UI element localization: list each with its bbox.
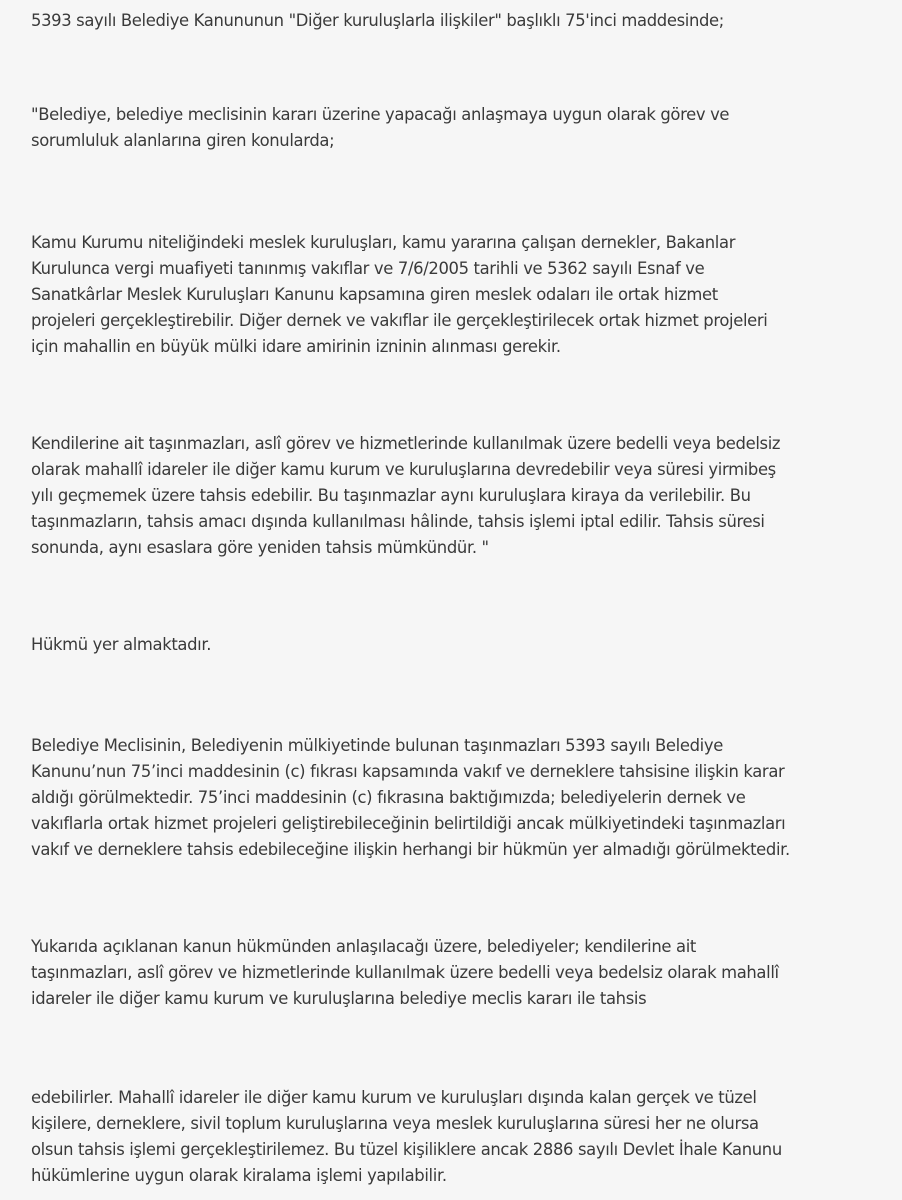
paragraph-council-decision (31, 733, 891, 863)
text-line: idareler ile diğer kamu kurum ve kuruluşlarına belediye meclis kararı ile tahsis (31, 989, 647, 1008)
text-line: aldığı görülmektedir. 75’inci maddesinin (c) fıkrasına baktığımızda; belediyelerin dernek ve (31, 788, 746, 807)
text-line: yılı geçmemek üzere tahsis edebilir. Bu taşınmazlar aynı kuruluşlara kiraya da verilebilir. Bu (31, 486, 751, 505)
text-line: olarak mahallî idareler ile diğer kamu kurum ve kuruluşlarına devredebilir veya süresi yirmibeş (31, 460, 776, 479)
text-line: Hükmü yer almaktadır. (31, 635, 212, 654)
text-line: Kanunu’nun 75’inci maddesinin (c) fıkrası kapsamında vakıf ve derneklere tahsisine ilişkin karar (31, 762, 785, 781)
text-line: hükümlerine uygun olarak kiralama işlemi yapılabilir. (31, 1166, 447, 1185)
text-line: Belediye Meclisinin, Belediyenin mülkiyetinde bulunan taşınmazları 5393 sayılı Belediye (31, 736, 723, 755)
paragraph-conclusion (31, 1085, 891, 1189)
text-line: edebilirler. Mahallî idareler ile diğer kamu kurum ve kuruluşları dışında kalan gerçek ve tüzel (31, 1088, 757, 1107)
paragraph-professional-organizations (31, 230, 891, 360)
text-line: projeleri gerçekleştirebilir. Diğer dernek ve vakıflar ile gerçekleştirilecek ortak hizmet projeleri (31, 311, 768, 330)
text-line: 5393 sayılı Belediye Kanununun "Diğer kuruluşlarla ilişkiler" başlıklı 75'inci maddesinde; (31, 11, 724, 30)
text-line: Kamu Kurumu niteliğindeki meslek kuruluşları, kamu yararına çalışan dernekler, Bakanlar (31, 233, 736, 252)
text-line: vakıf ve derneklere tahsis edebileceğine ilişkin herhangi bir hükmün yer almadığı görülmektedir. (31, 840, 790, 859)
paragraph-legal-interpretation (31, 934, 891, 1012)
text-line: Yukarıda açıklanan kanun hükmünden anlaşılacağı üzere, belediyeler; kendilerine ait (31, 937, 696, 956)
text-line: kişilere, derneklere, sivil toplum kuruluşlarına veya meslek kuruluşlarına süresi her ne olursa (31, 1114, 759, 1133)
paragraph-property-allocation (31, 431, 891, 561)
text-line: Kurulunca vergi muafiyeti tanınmış vakıflar ve 7/6/2005 tarihli ve 5362 sayılı Esnaf ve (31, 259, 705, 278)
paragraph-article-intro (31, 8, 891, 34)
paragraph-provision-statement (31, 632, 891, 658)
text-line: olsun tahsis işlemi gerçekleştirilemez. Bu tüzel kişiliklere ancak 2886 sayılı Devlet İhale Kanunu (31, 1140, 782, 1159)
text-line: Sanatkârlar Meslek Kuruluşları Kanunu kapsamına giren meslek odaları ile ortak hizmet (31, 285, 718, 304)
text-line: vakıflarla ortak hizmet projeleri geliştirebileceğinin belirtildiği ancak mülkiyetindeki taşınmazları (31, 814, 786, 833)
paragraph-quote-opening (31, 102, 891, 154)
text-line: için mahallin en büyük mülki idare amirinin izninin alınması gerekir. (31, 337, 561, 356)
text-line: sonunda, aynı esaslara göre yeniden tahsis mümkündür. " (31, 538, 489, 557)
text-line: taşınmazları, aslî görev ve hizmetlerinde kullanılmak üzere bedelli veya bedelsiz olarak mahallî (31, 963, 779, 982)
text-line: sorumluluk alanlarına giren konularda; (31, 131, 335, 150)
text-line: Kendilerine ait taşınmazları, aslî görev ve hizmetlerinde kullanılmak üzere bedelli veya bedelsiz (31, 434, 781, 453)
text-line: taşınmazların, tahsis amacı dışında kullanılması hâlinde, tahsis işlemi iptal edilir. Tahsis süresi (31, 512, 765, 531)
text-line: "Belediye, belediye meclisinin kararı üzerine yapacağı anlaşmaya uygun olarak görev ve (31, 105, 730, 124)
